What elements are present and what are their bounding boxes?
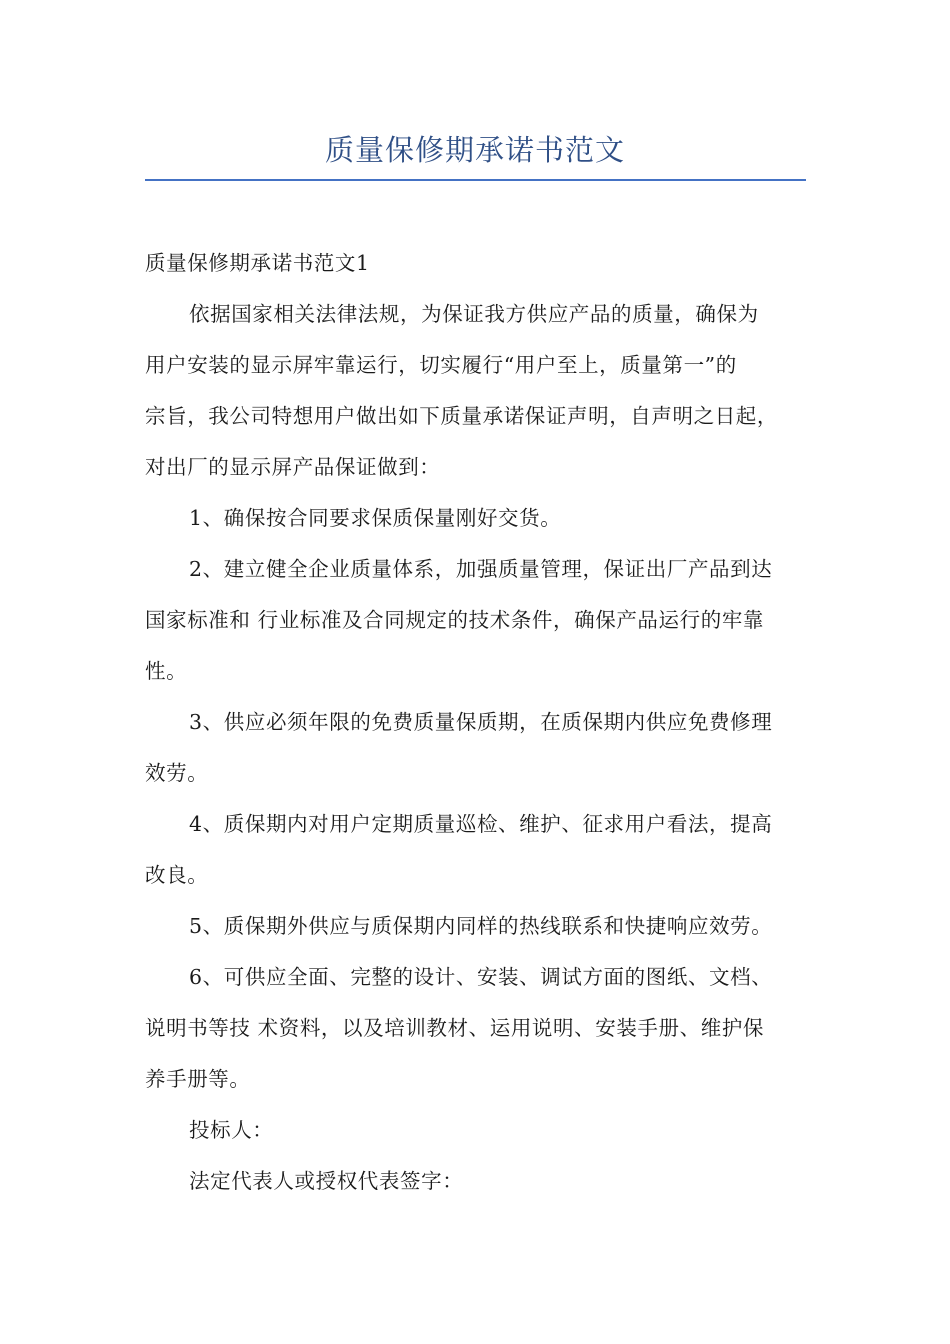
commitment-item-2 [145, 544, 817, 697]
commitment-item-3 [145, 697, 817, 799]
item-line: 说明书等技 术资料，以及培训教材、运用说明、安装手册、维护保 [145, 1016, 765, 1040]
item-line: 4、质保期内对用户定期质量巡检、维护、征求用户看法，提高 [189, 812, 773, 836]
intro-line: 依据国家相关法律法规，为保证我方供应产品的质量，确保为 [189, 302, 759, 326]
item-line: 2、建立健全企业质量体系，加强质量管理，保证出厂产品到达 [189, 557, 773, 581]
intro-line: 用户安装的显示屏牢靠运行，切实履行“用户至上，质量第一”的 [145, 353, 737, 377]
signature-label: 法定代表人或授权代表签字： [189, 1169, 464, 1193]
commitment-item-4 [145, 799, 817, 901]
item-line: 国家标准和 行业标准及合同规定的技术条件，确保产品运行的牢靠 [145, 608, 765, 632]
item-line: 效劳。 [145, 761, 209, 785]
bidder-label: 投标人： [189, 1118, 274, 1142]
commitment-item-6 [145, 952, 817, 1105]
section-heading: 质量保修期承诺书范文1 [145, 251, 370, 275]
commitment-item-1 [145, 493, 817, 544]
document-body [145, 238, 817, 1207]
intro-line: 宗旨，我公司特想用户做出如下质量承诺保证声明，自声明之日起， [145, 404, 778, 428]
title-divider [145, 179, 806, 181]
item-line: 1、确保按合同要求保质保量刚好交货。 [189, 506, 562, 530]
document-title: 质量保修期承诺书范文 [324, 133, 625, 167]
item-line: 6、可供应全面、完整的设计、安装、调试方面的图纸、文档、 [189, 965, 773, 989]
intro-line: 对出厂的显示屏产品保证做到： [145, 455, 441, 479]
item-line: 3、供应必须年限的免费质量保质期，在质保期内供应免费修理 [189, 710, 773, 734]
item-line: 改良。 [145, 863, 209, 887]
intro-paragraph [145, 289, 817, 493]
item-line: 5、质保期外供应与质保期内同样的热线联系和快捷响应效劳。 [189, 914, 773, 938]
item-line: 性。 [145, 659, 188, 683]
item-line: 养手册等。 [145, 1067, 251, 1091]
commitment-item-5 [145, 901, 817, 952]
